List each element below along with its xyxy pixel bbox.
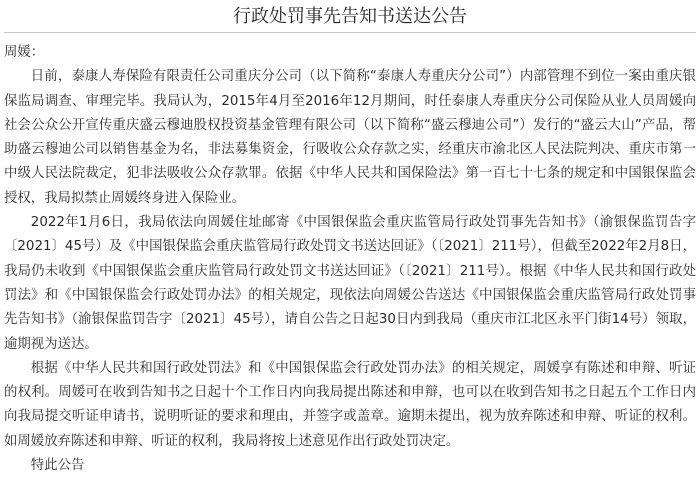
paragraph-case-summary: 日前，泰康人寿保险有限责任公司重庆分公司（以下简称“泰康人寿重庆分公司”）内部管理不到位一案由重庆银保监局调查、审理完毕。我局认为，2015年4月至2016年12月期间，时任泰康人寿重庆分公司保险从业人员周媛向社会公众公开宣传重庆盛云穆迪股权投资基金管理有限公司（以下简称“盛云穆迪公司”）发行的“盛云大山”产品，帮助盛云穆迪公司以销售基金为名，非法募集资金，行吸收公众存款之实，经重庆市渝北区人民法院判决、重庆市第一中级人民法院裁定，犯非法吸收公众存款罪。依据《中华人民共和国保险法》第一百七十七条的规定和中国银保监会授权，我局拟禁止周媛终身进入保险业。: [4, 69, 696, 206]
closing-line: 特此公告: [30, 458, 85, 474]
title-divider: [4, 32, 696, 33]
paragraph-service-notice: 2022年1月6日，我局依法向周媛住址邮寄《中国银保监会重庆监管局行政处罚事先告知书》（渝银保监罚告字〔2021〕45号）及《中国银保监会重庆监管局行政处罚文书送达回证》（〔2021〕211号），但截至2022年2月8日，我局仍未收到《中国银保监会重庆监管局行政处罚文书送达回证》（〔2021〕211号）。根据《中华人民共和国行政处罚法》和《中国银保监会行政处罚办法》的相关规定，现依法向周媛公告送达《中国银保监会重庆监管局行政处罚事先告知书》（渝银保监罚告字〔2021〕45号），请自公告之日起30日内到我局（重庆市江北区永平门街14号）领取，逾期视为送达。: [4, 215, 696, 352]
paragraph-rights: 根据《中华人民共和国行政处罚法》和《中国银保监会行政处罚办法》的相关规定，周媛享有陈述和申辩、听证的权利。周媛可在收到告知书之日起十个工作日内向我局提出陈述和申辩，也可以在收到告知书之日起五个工作日内向我局提交听证申请书，说明听证的要求和理由，并签字或盖章。逾期未提出，视为放弃陈述和申辩、听证的权利。如周媛放弃陈述和申辩、听证的权利，我局将按上述意见作出行政处罚决定。: [4, 360, 696, 449]
salutation: 周媛：: [4, 45, 45, 60]
page-title: 行政处罚事先告知书送达公告: [233, 6, 467, 27]
notice-body: [4, 41, 696, 478]
